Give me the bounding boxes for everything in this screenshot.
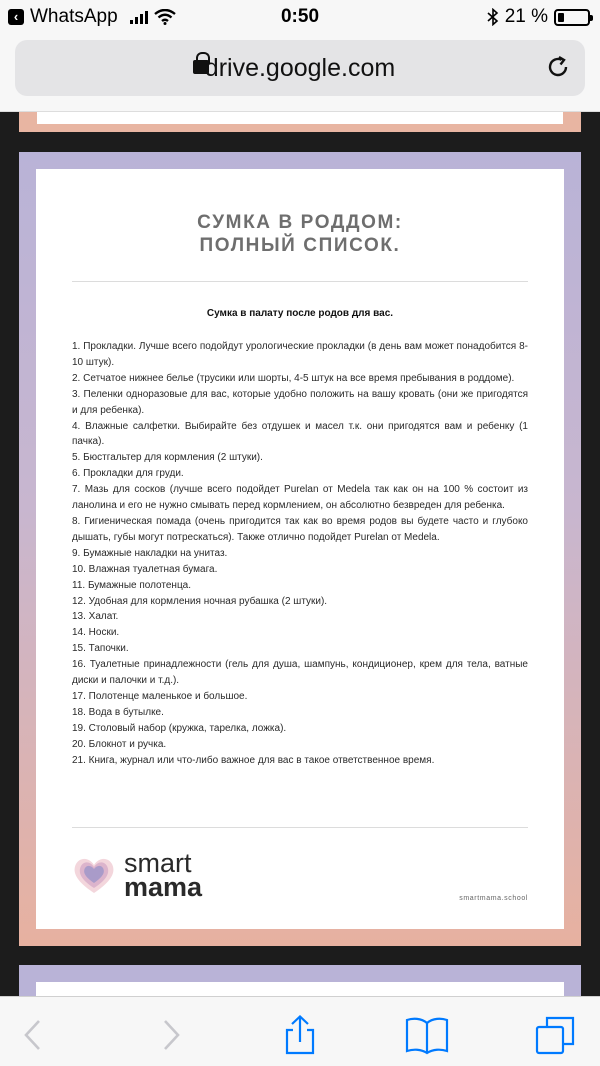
back-app-label: WhatsApp: [30, 6, 118, 27]
site-url: smartmama.school: [459, 895, 528, 902]
chevron-right-icon: [150, 1015, 190, 1055]
list-item: 5. Бюстгальтер для кормления (2 штуки).: [72, 452, 263, 464]
back-button[interactable]: [14, 1015, 54, 1055]
previous-page: [19, 112, 581, 132]
list-item: 4. Влажные салфетки. Выбирайте без отдушек и масел т.к. они пригодятся вам и ребенку (1 пачка).: [72, 420, 528, 448]
browser-chrome: [0, 34, 600, 112]
document-page: [19, 152, 581, 946]
back-chevron-icon: ‹: [8, 9, 24, 25]
list-item: 7. Мазь для сосков (лучше всего подойдет Purelan от Medela так как он на 100 % состоит из ланолина и его не нужно смывать перед кормлением, он абсолютно безвреден для ребенка.: [72, 484, 528, 512]
logo-word-smart: smart: [124, 848, 192, 878]
list-item: 13. Халат.: [72, 611, 119, 623]
list-item: 12. Удобная для кормления ночная рубашка (2 штуки).: [72, 595, 328, 607]
next-page: [19, 965, 581, 996]
list-item: 8. Гигиеническая помада (очень пригодится так как во время родов вы будете часто и глубоко дышать, губы могут потрескаться). Также отлично подойдет Purelan от Medela.: [72, 515, 528, 543]
list-item: 18. Вода в бутылке.: [72, 706, 164, 718]
divider: [72, 281, 528, 282]
url-text: drive.google.com: [204, 54, 396, 82]
divider: [72, 827, 528, 828]
list-item: 19. Столовый набор (кружка, тарелка, ложка).: [72, 722, 287, 734]
list-item: 9. Бумажные накладки на унитаз.: [72, 547, 228, 559]
share-icon: [280, 1015, 320, 1055]
list-item: 10. Влажная туалетная бумага.: [72, 563, 218, 575]
list-item: 21. Книга, журнал или что-либо важное для вас в такое ответственное время.: [72, 754, 435, 766]
title-line-2: ПОЛНЫЙ СПИСОК.: [199, 235, 401, 256]
clock: 0:50: [280, 6, 320, 27]
section-subtitle: Сумка в палату после родов для вас.: [206, 308, 394, 319]
list-item: 1. Прокладки. Лучше всего подойдут урологические прокладки (в день вам может понадобится 8-10 штук).: [72, 341, 528, 368]
forward-button[interactable]: [150, 1015, 190, 1055]
bookmarks-button[interactable]: [405, 1015, 449, 1055]
reload-icon[interactable]: [545, 54, 571, 80]
list-item: 17. Полотенце маленькое и большое.: [72, 690, 248, 702]
battery-icon: [554, 9, 590, 26]
status-bar: [0, 0, 600, 34]
share-button[interactable]: [280, 1015, 320, 1055]
list-item: 20. Блокнот и ручка.: [72, 738, 167, 750]
book-icon: [405, 1015, 449, 1055]
smartmama-logo: [72, 848, 232, 902]
list-item: 6. Прокладки для груди.: [72, 468, 184, 480]
address-bar[interactable]: [15, 40, 585, 96]
list-item: 14. Носки.: [72, 627, 120, 639]
checklist: [72, 339, 528, 768]
title-line-1: СУМКА В РОДДОМ:: [197, 212, 403, 233]
battery-percent: 21 %: [504, 6, 548, 27]
document-viewer[interactable]: [0, 112, 600, 996]
heart-logo-icon: [72, 855, 116, 895]
bottom-toolbar: [0, 996, 600, 1066]
logo-word-mama: mama: [124, 872, 203, 902]
list-item: 2. Сетчатое нижнее белье (трусики или шорты, 4-5 штук на все время пребывания в роддоме).: [72, 372, 515, 384]
list-item: 16. Туалетные принадлежности (гель для душа, шампунь, кондиционер, крем для тела, ватные диски и палочки и т.д.).: [72, 659, 528, 687]
list-item: 11. Бумажные полотенца.: [72, 579, 192, 591]
tabs-icon: [535, 1015, 575, 1055]
bluetooth-icon: [487, 8, 499, 26]
list-item: 3. Пеленки одноразовые для вас, которые удобно положить на вашу кровать (они же пригодятся и для ребенка).: [72, 388, 528, 416]
list-item: 15. Тапочки.: [72, 643, 129, 655]
tabs-button[interactable]: [535, 1015, 575, 1055]
chevron-left-icon: [14, 1015, 54, 1055]
page-title: [36, 211, 564, 257]
page-sheet: [36, 169, 564, 929]
